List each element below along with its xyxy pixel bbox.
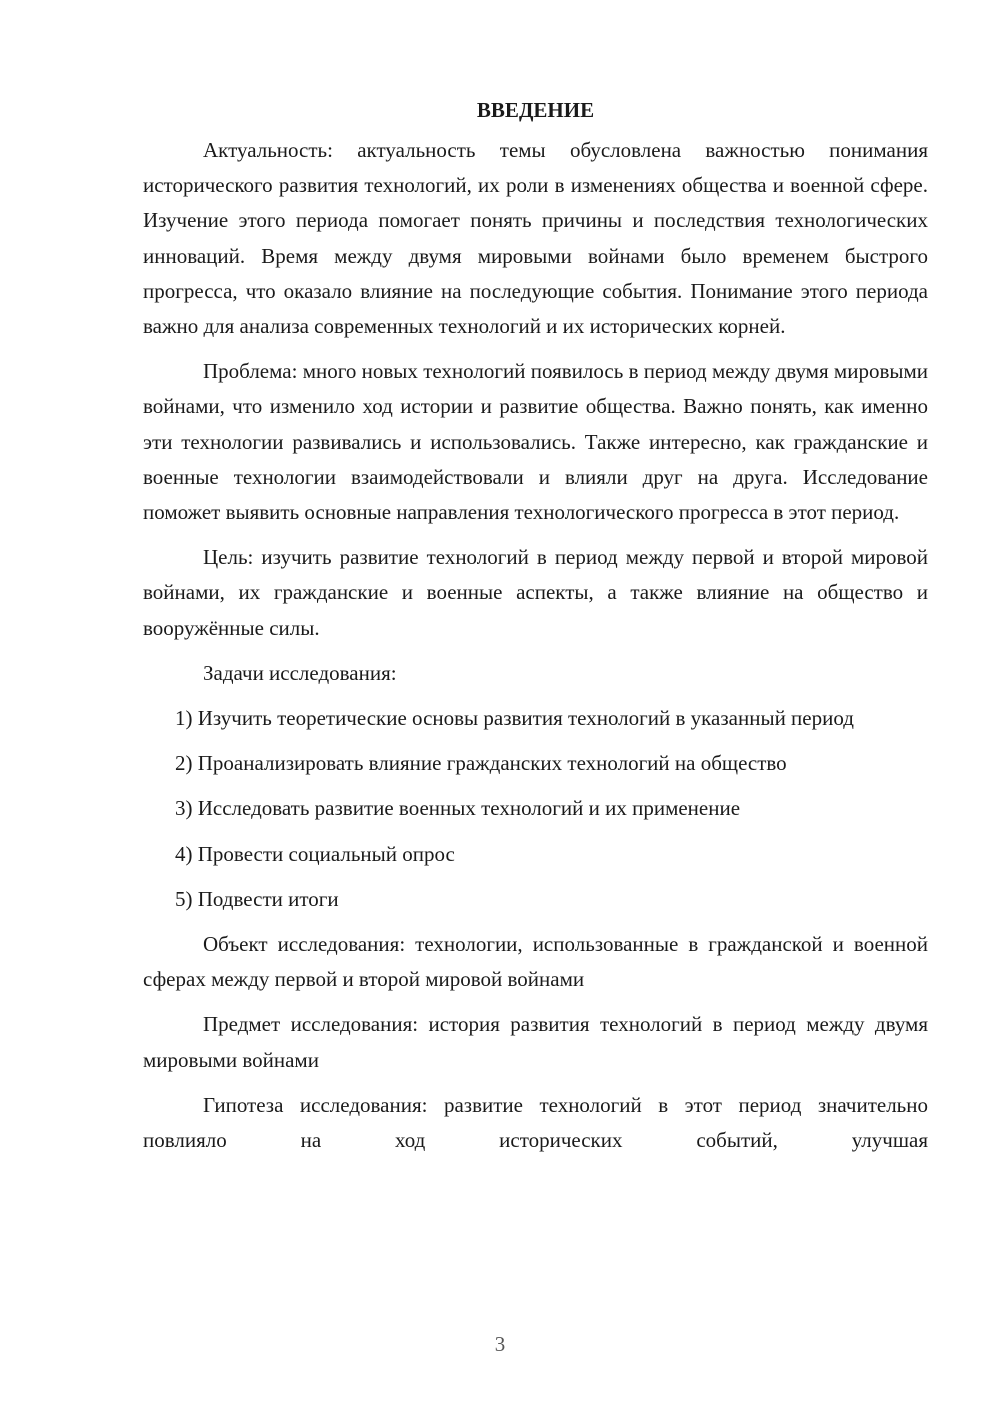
paragraph-hypothesis: Гипотеза исследования: развитие технологий в этот период значительно повлияло на ход исторических событий, улучшая — [143, 1092, 928, 1153]
tasks-list — [143, 701, 928, 917]
list-item: 3) Исследовать развитие военных технологий и их применение — [175, 796, 741, 821]
paragraph-subject: Предмет исследования: история развития технологий в период между двумя мировыми войнами — [143, 1012, 928, 1072]
list-item: 5) Подвести итоги — [175, 886, 339, 911]
list-item: 4) Провести социальный опрос — [175, 841, 455, 866]
list-item: 1) Изучить теоретические основы развития технологий в указанный период — [175, 706, 854, 731]
page-number: 3 — [494, 1332, 506, 1356]
document-page — [143, 88, 928, 1168]
paragraph-goal: Цель: изучить развитие технологий в период между первой и второй мировой войнами, их гражданские и военные аспекты, а также влияние на общество и вооружённые силы. — [143, 545, 928, 640]
page-title: ВВЕДЕНИЕ — [476, 98, 595, 122]
paragraph-relevance: Актуальность: актуальность темы обусловлена важностью понимания исторического развития технологий, их роли в изменениях общества и военной сфере. Изучение этого периода помогает понять причины и последствия технологических инноваций. Время между двумя мировыми войнами было временем быстрого прогресса, что оказало влияние на последующие события. Понимание этого периода важно для анализа современных технологий и их исторических корней. — [143, 138, 928, 339]
paragraph-problem: Проблема: много новых технологий появилось в период между двумя мировыми войнами, что изменило ход истории и развитие общества. Важно понять, как именно эти технологии развивались и использовались. Также интересно, как гражданские и военные технологии взаимодействовали и влияли друг на друга. Исследование поможет выявить основные направления технологического прогресса в этот период. — [143, 359, 928, 525]
list-item: 2) Проанализировать влияние гражданских технологий на общество — [175, 751, 787, 776]
paragraph-object: Объект исследования: технологии, использованные в гражданской и военной сферах между первой и второй мировой войнами — [143, 932, 928, 992]
tasks-title: Задачи исследования: — [203, 660, 397, 685]
